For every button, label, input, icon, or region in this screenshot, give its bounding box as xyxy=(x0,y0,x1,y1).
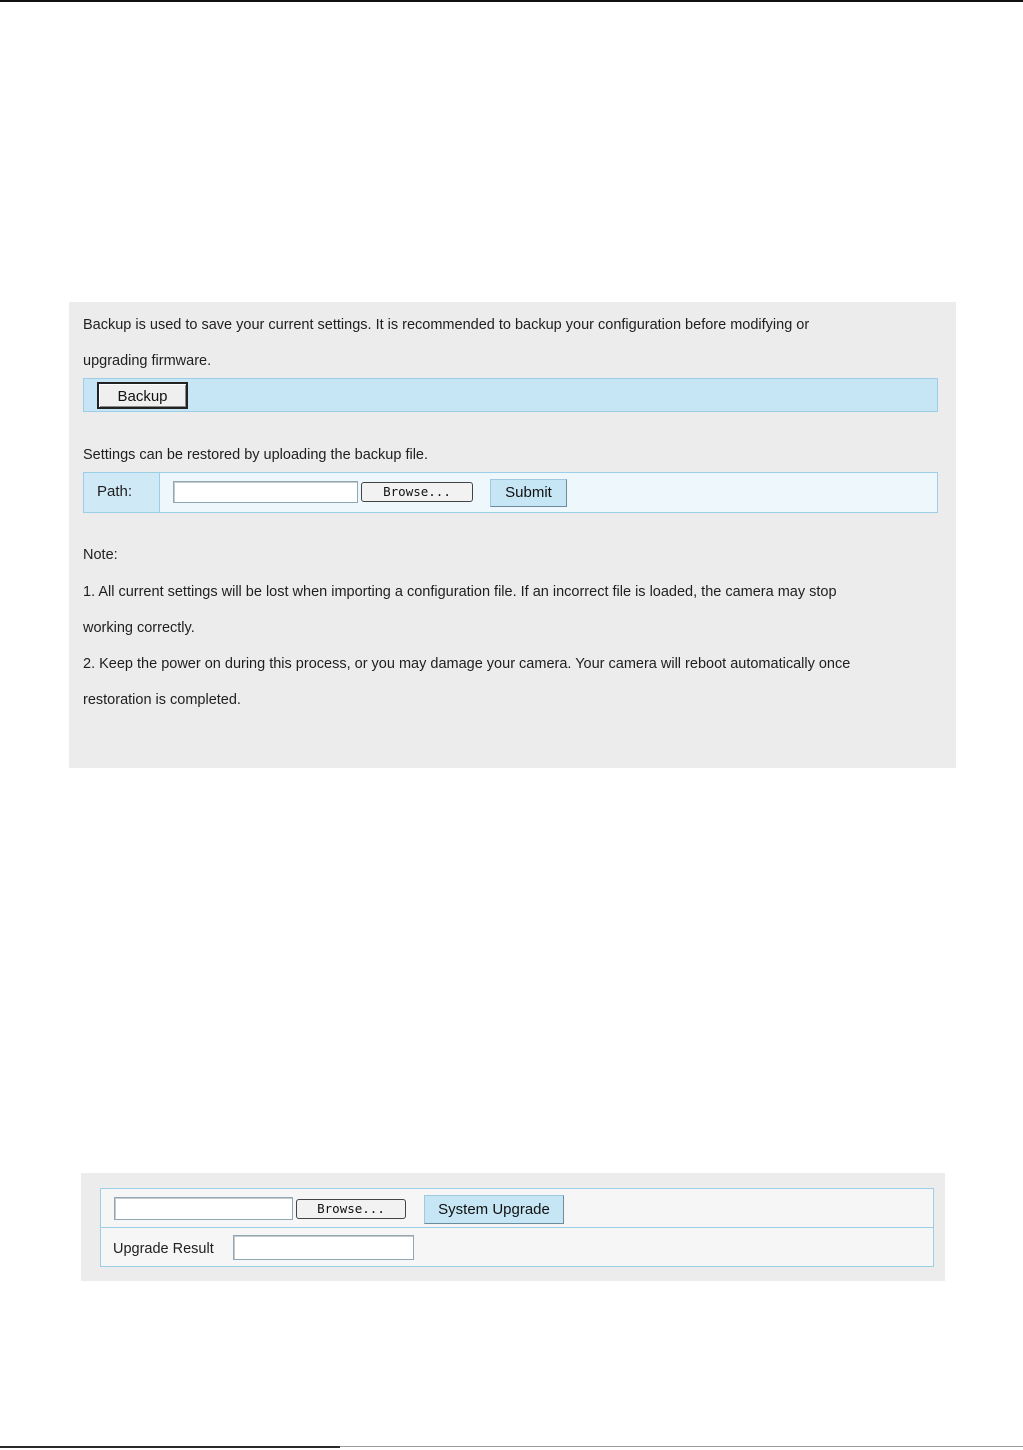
path-label-cell xyxy=(84,473,160,512)
restore-browse-button[interactable]: Browse... xyxy=(361,482,473,502)
note-1-line2: working correctly. xyxy=(83,620,195,636)
upgrade-file-input[interactable] xyxy=(114,1197,293,1220)
path-label: Path: xyxy=(97,483,133,500)
restore-path-row xyxy=(83,472,938,513)
backup-restore-panel xyxy=(69,302,956,768)
backup-description-line2: upgrading firmware. xyxy=(83,353,212,369)
note-2-line2: restoration is completed. xyxy=(83,692,241,708)
upgrade-result-label: Upgrade Result xyxy=(113,1241,214,1257)
backup-description-line1: Backup is used to save your current settings. It is recommended to backup your configuration before modifying or xyxy=(83,317,810,333)
system-upgrade-button[interactable]: System Upgrade xyxy=(424,1195,564,1224)
bottom-rule-accent xyxy=(0,1446,340,1448)
top-rule xyxy=(0,0,1023,2)
backup-bar xyxy=(83,378,938,412)
restore-description: Settings can be restored by uploading the backup file. xyxy=(83,447,429,463)
restore-submit-button[interactable]: Submit xyxy=(490,479,567,507)
note-title: Note: xyxy=(83,547,118,563)
system-upgrade-panel xyxy=(81,1173,945,1281)
upgrade-result-field xyxy=(233,1235,414,1260)
system-upgrade-table xyxy=(100,1188,934,1267)
row-divider xyxy=(101,1227,933,1228)
restore-path-input[interactable] xyxy=(173,481,358,503)
backup-button[interactable]: Backup xyxy=(97,382,188,409)
note-2-line1: 2. Keep the power on during this process, or you may damage your camera. Your camera will reboot automatically once xyxy=(83,656,851,672)
note-1-line1: 1. All current settings will be lost when importing a configuration file. If an incorrect file is loaded, the camera may stop xyxy=(83,584,837,600)
upgrade-browse-button[interactable]: Browse... xyxy=(296,1199,406,1219)
